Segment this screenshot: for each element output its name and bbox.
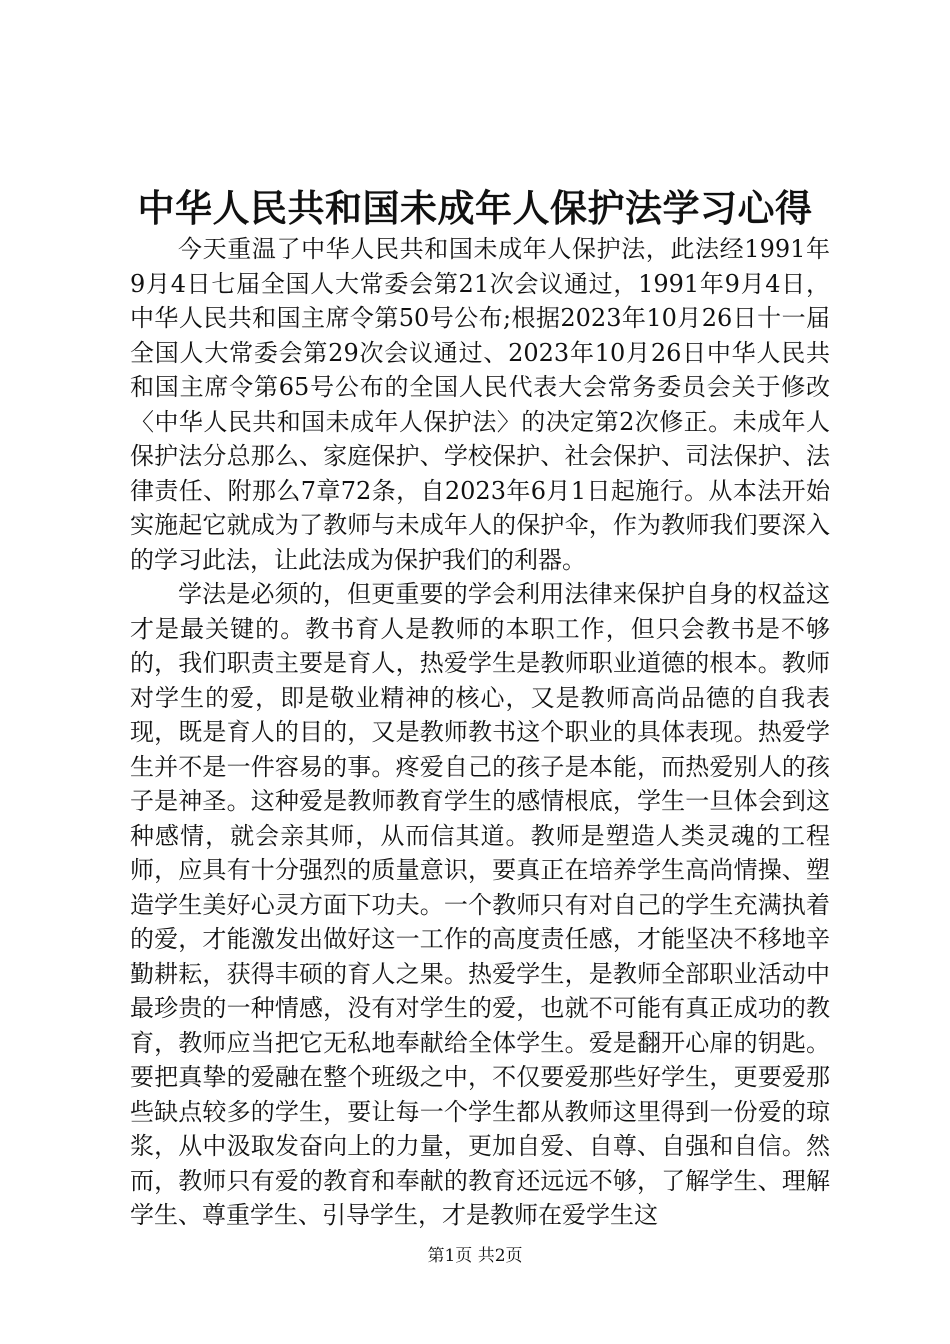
paragraph-2: 学法是必须的，但更重要的学会利用法律来保护自身的权益这才是最关键的。教书育人是教师的本职工作，但只会教书是不够的，我们职责主要是育人，热爱学生是教师职业道德的根本。教师对学生的爱，即是敬业精神的核心，又是教师高尚品德的自我表现，既是育人的目的，又是教师教书这个职业的具体表现。热爱学生并不是一件容易的事。疼爱自己的孩子是本能，而热爱别人的孩子是神圣。这种爱是教师教育学生的感情根底，学生一旦体会到这种感情，就会亲其师，从而信其道。教师是塑造人类灵魂的工程师，应具有十分强烈的质量意识，要真正在培养学生高尚情操、塑造学生美好心灵方面下功夫。一个教师只有对自己的学生充满执着的爱，才能激发出做好这一工作的高度责任感，才能坚决不移地辛勤耕耘，获得丰硕的育人之果。热爱学生，是教师全部职业活动中最珍贵的一种情感，没有对学生的爱，也就不可能有真正成功的教育，教师应当把它无私地奉献给全体学生。爱是翻开心扉的钥匙。要把真挚的爱融在整个班级之中，不仅要爱那些好学生，更要爱那些缺点较多的学生，要让每一个学生都从教师这里得到一份爱的琼浆，从中汲取发奋向上的力量，更加自爱、自尊、自强和自信。然而，教师只有爱的教育和奉献的教育还远远不够，了解学生、理解学生、尊重学生、引导学生，才是教师在爱学生这 [130, 580, 830, 1229]
paragraph-1: 今天重温了中华人民共和国未成年人保护法，此法经1991年9月4日七届全国人大常委会第21次会议通过，1991年9月4日，中华人民共和国主席令第50号公布;根据2023年10月26日十一届全国人大常委会第29次会议通过、2023年10月26日中华人民共和国主席令第65号公布的全国人民代表大会常务委员会关于修改〈中华人民共和国未成年人保护法〉的决定第2次修正。未成年人保护法分总那么、家庭保护、学校保护、社会保护、司法保护、法律责任、附那么7章72条，自2023年6月1日起施行。从本法开始实施起它就成为了教师与未成年人的保护伞，作为教师我们要深入的学习此法，让此法成为保护我们的利器。 [130, 235, 830, 574]
document-body [130, 232, 830, 1233]
page-number-footer: 第1页 共2页 [427, 1246, 523, 1266]
document-title: 中华人民共和国未成年人保护法学习心得 [137, 186, 813, 230]
